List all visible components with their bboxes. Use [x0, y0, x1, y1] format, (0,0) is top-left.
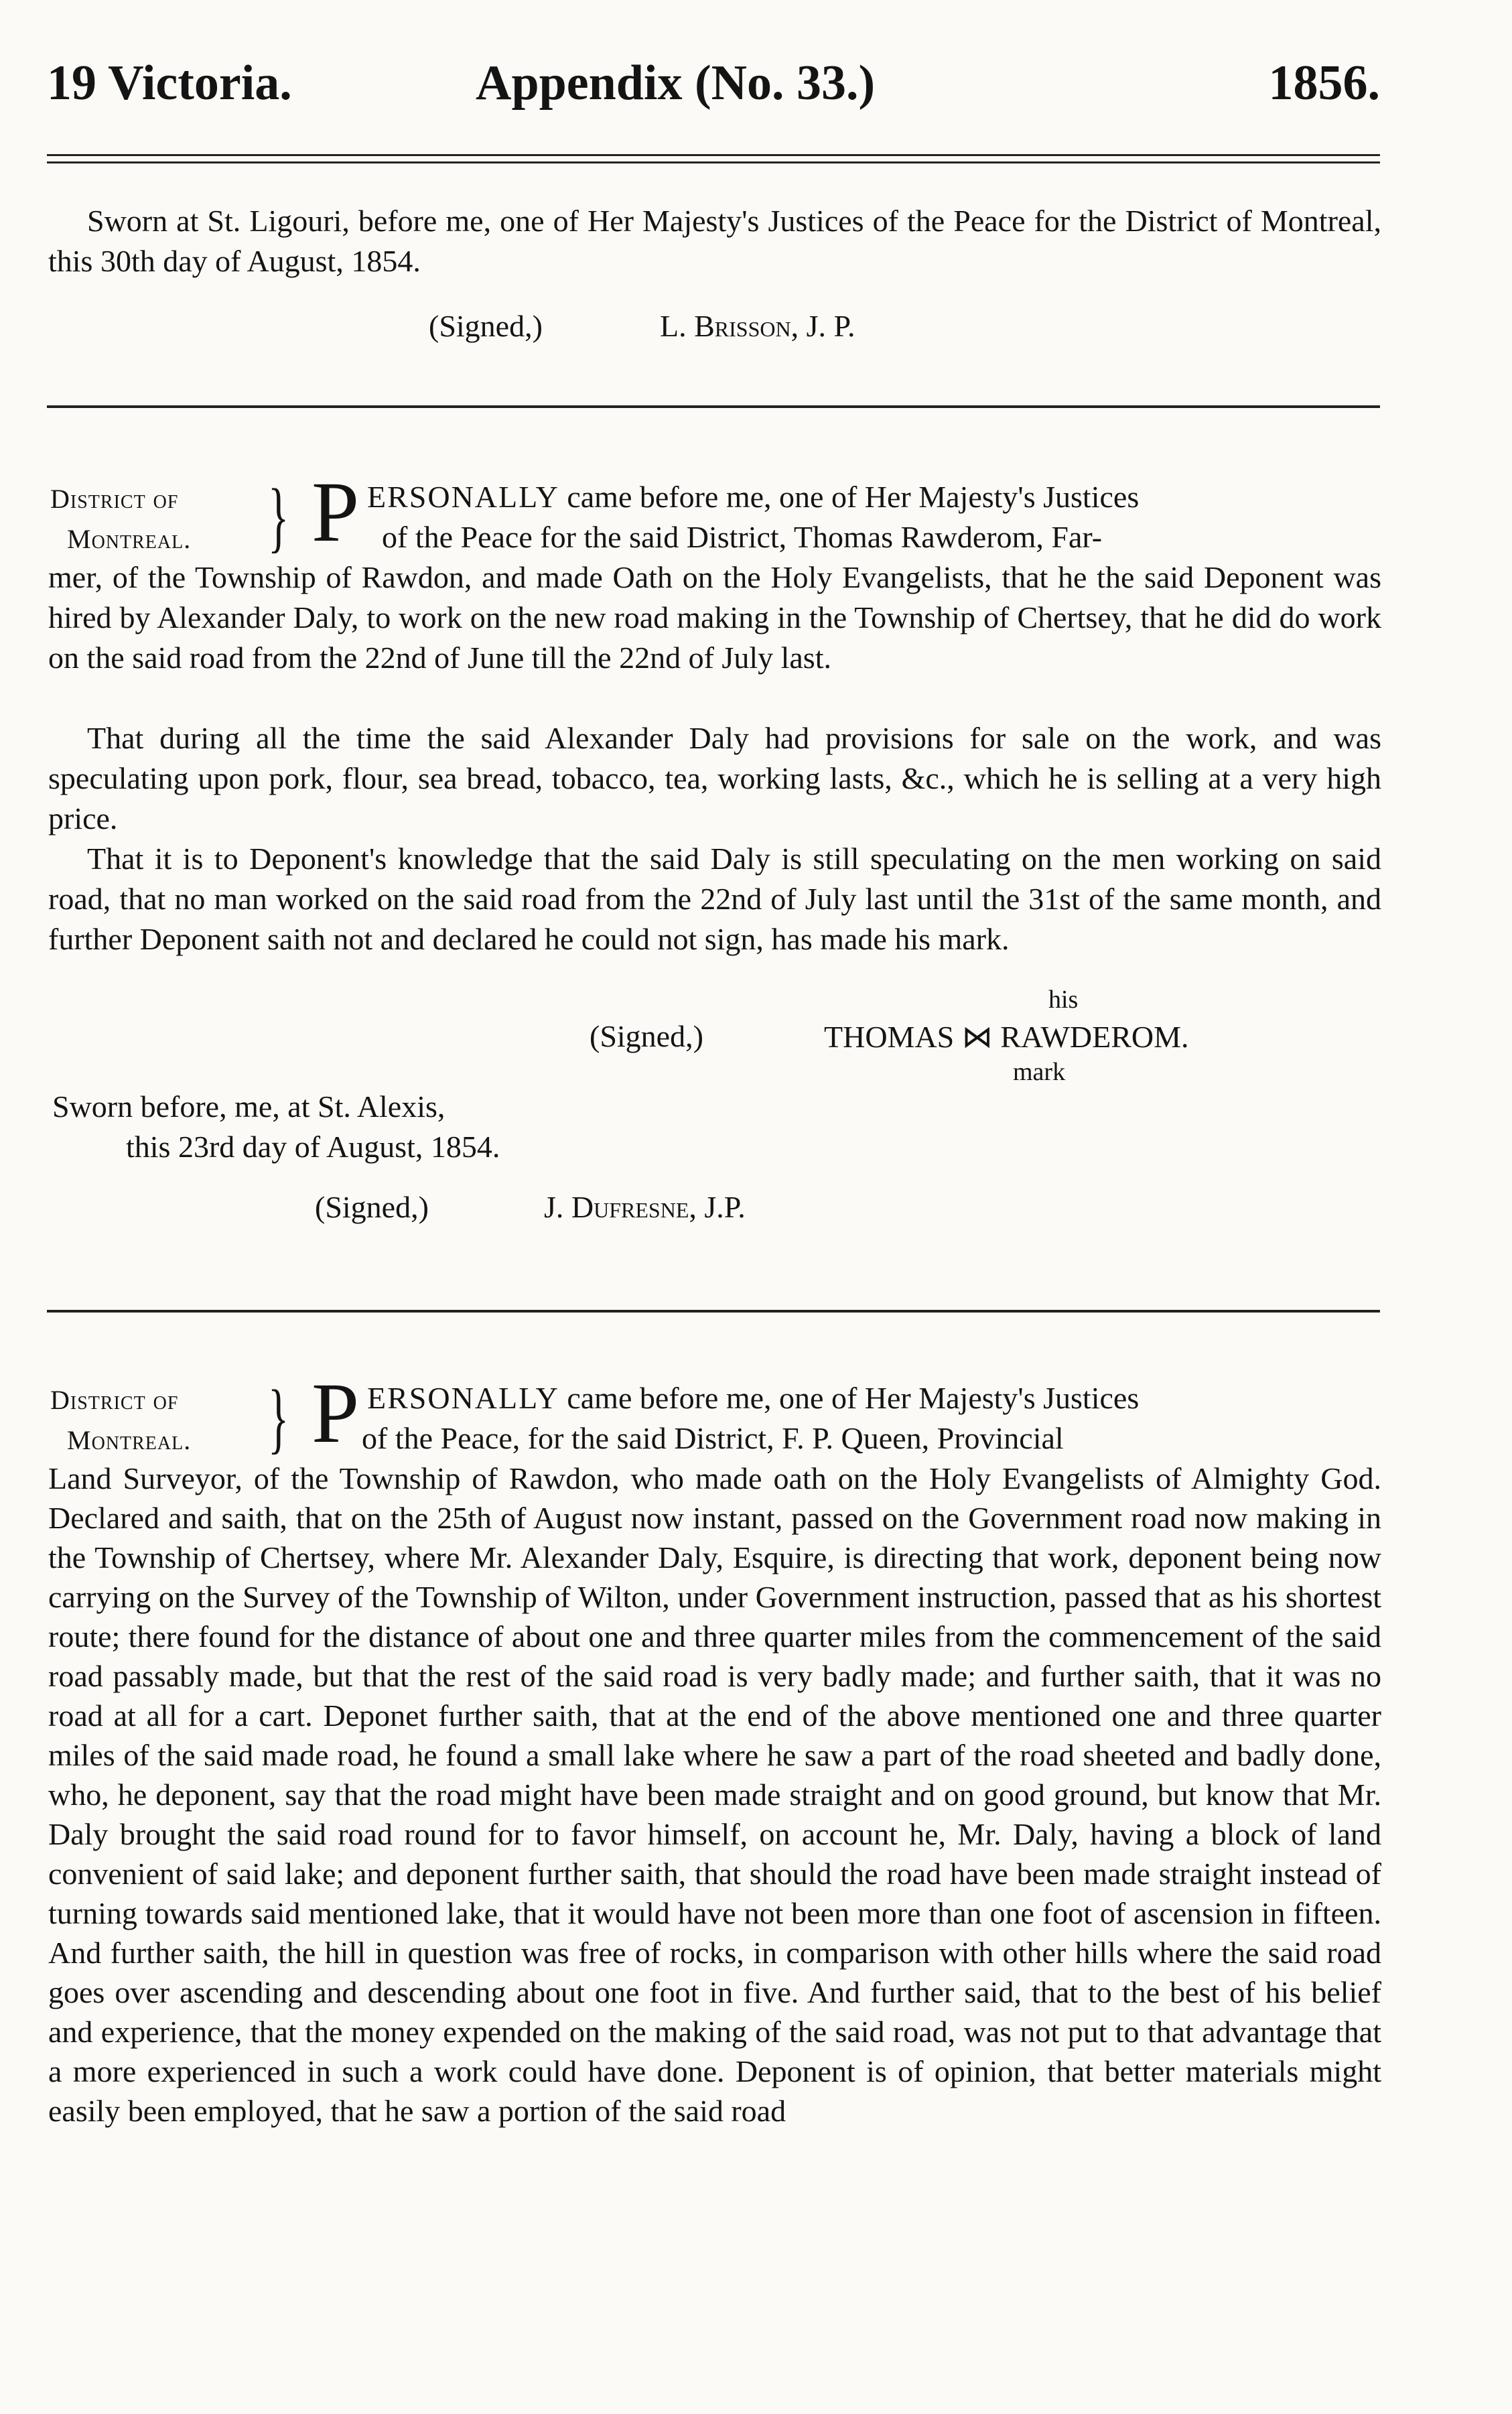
- drop-cap-2: P: [312, 1365, 360, 1461]
- affidavit-second-line: of the Peace for the said District, Thomas Rawderom, Far-: [382, 520, 1103, 554]
- signature-dufresne: J. Dufresne, J.P.: [544, 1190, 746, 1224]
- signature-last-name: RAWDEROM.: [1000, 1020, 1189, 1054]
- district-label-2: District of: [50, 1385, 179, 1415]
- drop-cap: P: [312, 464, 360, 559]
- affidavit-paragraph-1: mer, of the Township of Rawdon, and made Oath on the Holy Evangelists, that he the said Deponent was hired by Alexander Daly, to work on the new road making in the Township of Chertsey, that he did do work on the said road from the 22nd of June till the 22nd of July last.: [48, 560, 1381, 675]
- affidavit-paragraph-3: That it is to Deponent's knowledge that the said Daly is still speculating on the men working on said road, that no man worked on the said road from the 22nd of July last until the 31st of the same month, and further Deponent saith not and declared he could not sign, has made his mark.: [48, 842, 1381, 956]
- signed-label: (Signed,): [429, 309, 543, 343]
- header-double-rule: [47, 154, 1380, 163]
- signature-brisson: L. Brisson, J. P.: [660, 309, 855, 343]
- mark-his: his: [1048, 986, 1079, 1014]
- district-heading: [50, 479, 271, 559]
- first-line-rest: came before me, one of Her Majesty's Justices: [567, 480, 1140, 514]
- signed-label-dufresne: (Signed,): [315, 1190, 429, 1224]
- affidavit2-first-line: [367, 1378, 1139, 1418]
- header-year: 1856.: [1268, 56, 1380, 111]
- affidavit-first-line: [367, 477, 1139, 517]
- signature-rawderom: [824, 1018, 1189, 1055]
- affidavit-paragraph-2: That during all the time the said Alexander Daly had provisions for sale on the work, and was speculating upon pork, flour, sea bread, tobacco, tea, working lasts, &c., which he is selling at a very high price.: [48, 721, 1381, 835]
- section-divider: [47, 405, 1380, 408]
- sworn-statement-ligouri: Sworn at St. Ligouri, before me, one of Her Majesty's Justices of the Peace for the District of Montreal, this 30th day of August, 1854.: [48, 204, 1381, 278]
- affidavit2-second-line: of the Peace, for the said District, F. P. Queen, Provincial: [362, 1421, 1064, 1455]
- section-divider-2: [47, 1310, 1380, 1313]
- affidavit2-paragraph: Land Surveyor, of the Township of Rawdon, who made oath on the Holy Evangelists of Almighty God. Declared and saith, that on the 25th of August now instant, passed on the Government road now making in the Township of Chertsey, where Mr. Alexander Daly, Esquire, is directing that work, deponent being now carrying on the Survey of the Township of Wilton, under Government instruction, passed that as his shortest route; there found for the distance of about one and three quarter miles from the commencement of the said road passably made, but that the rest of the said road is very badly made; and further saith, that it was no road at all for a cart. Deponet further saith, that at the end of the above mentioned one and three quarter miles of the said made road, he found a small lake where he saw a part of the road sheeted and badly done, who, he deponent, say that the road might have been made straight and on good ground, but know that Mr. Daly brought the said road round for to favor himself, on account he, Mr. Daly, having a block of land convenient of said lake; and deponent further saith, that should the road have been made straight instead of turning towards said mentioned lake, that it would have not been more than one foot of ascension in fifteen. And further saith, the hill in question was free of rocks, in comparison with other hills where the said road goes over ascending and descending about one foot in five. And further said, that to the best of his belief and experience, that the money expended on the making of the said road, was not put to that advantage that a more experienced in such a work could have done. Deponent is of opinion, that better materials might easily been employed, that he saw a portion of the said road: [48, 1461, 1381, 2128]
- sworn-line-2: this 23rd day of August, 1854.: [126, 1130, 500, 1164]
- brace-glyph: }: [268, 472, 289, 560]
- district-name-2: Montreal.: [67, 1425, 192, 1455]
- caps-word-2: ERSONALLY: [367, 1381, 559, 1415]
- header-appendix-number: Appendix (No. 33.): [476, 56, 876, 111]
- district-name: Montreal.: [67, 524, 192, 554]
- header-regnal-year: 19 Victoria.: [47, 56, 292, 111]
- his-mark-symbol: ⋈: [961, 1020, 993, 1054]
- sworn-line-1: Sworn before, me, at St. Alexis,: [52, 1089, 445, 1124]
- district-label: District of: [50, 484, 179, 514]
- mark-word: mark: [1013, 1058, 1066, 1086]
- district-heading-2: [50, 1380, 271, 1461]
- signed-label-rawderom: (Signed,): [590, 1019, 703, 1053]
- caps-word: ERSONALLY: [367, 480, 559, 514]
- signature-first-name: THOMAS: [824, 1020, 955, 1054]
- running-header: [47, 55, 1380, 122]
- brace-glyph-2: }: [268, 1373, 289, 1461]
- first-line-rest-2: came before me, one of Her Majesty's Justices: [567, 1381, 1140, 1415]
